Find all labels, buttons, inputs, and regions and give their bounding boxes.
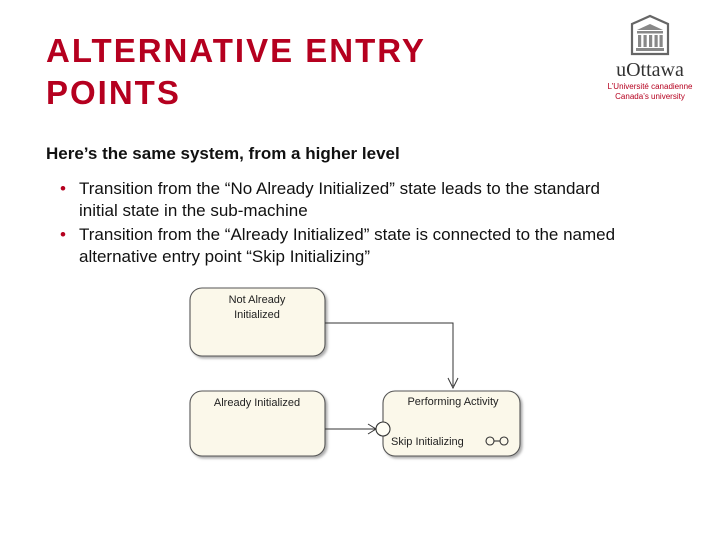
bullet-text: Transition from the “No Already Initialized” state leads to the standard initial state in the sub-machine: [79, 179, 600, 220]
state-performing-activity: [383, 391, 520, 456]
slide-subheading: Here’s the same system, from a higher level: [46, 144, 400, 163]
entry-point-icon: [376, 422, 390, 436]
logo-tagline-en: Canada’s university: [615, 92, 685, 101]
state-already-initialized: [190, 391, 325, 456]
bullet-text: Transition from the “Already Initialized” state is connected to the named alternative entry point “Skip Initializing”: [79, 225, 616, 266]
state-label: Performing Activity: [407, 396, 499, 408]
logo-tagline-fr: L’Université canadienne: [607, 82, 693, 91]
bullet-item: [60, 178, 635, 222]
state-label: Not Already: [228, 294, 286, 306]
university-building-icon: [628, 14, 672, 58]
bullet-icon: •: [60, 225, 66, 244]
bullet-icon: •: [60, 179, 66, 198]
uottawa-logo: [598, 14, 702, 102]
state-label: Already Initialized: [213, 397, 301, 409]
state-not-already-initialized: [190, 288, 325, 356]
state-label: Initialized: [234, 309, 280, 321]
transition-alternative-entry: [325, 424, 376, 434]
bullet-list: [60, 178, 635, 270]
transition-standard-entry: [325, 323, 458, 388]
logo-wordmark: uOttawa: [616, 59, 684, 81]
slide-title: ALTERNATIVE ENTRY POINTS: [46, 32, 426, 111]
bullet-item: [60, 224, 635, 268]
entry-point-label: Skip Initializing: [391, 436, 464, 448]
state-diagram: [185, 285, 530, 470]
